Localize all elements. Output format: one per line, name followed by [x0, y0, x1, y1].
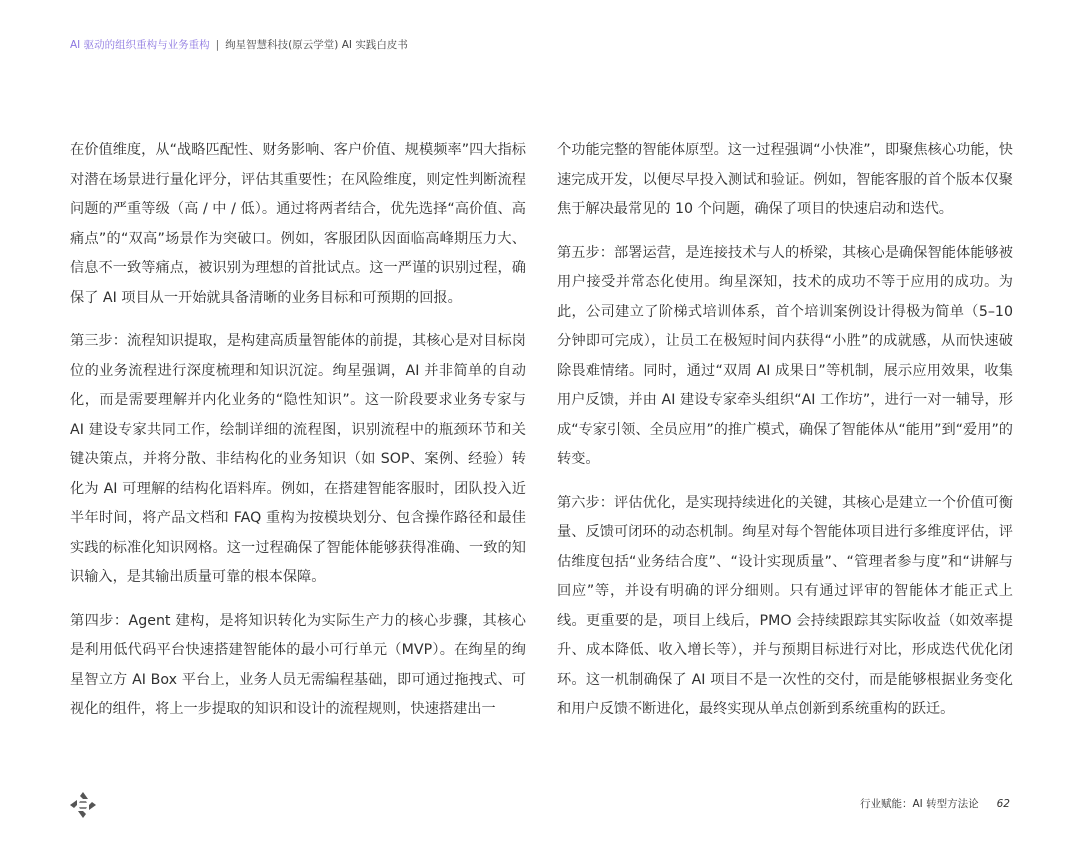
right-column	[557, 136, 1013, 739]
header-subtitle: 绚星智慧科技(原云学堂) AI 实践白皮书	[225, 39, 408, 51]
footer	[860, 797, 1010, 811]
paragraph-step-three: 第三步：流程知识提取，是构建高质量智能体的前提，其核心是对目标岗位的业务流程进行深度梳理和知识沉淀。绚星强调，AI 并非简单的自动化，而是需要理解并内化业务的“隐性知识”。这一阶段要求业务专家与 AI 建设专家共同工作，绘制详细的流程图，识别流程中的瓶颈环节和关键决策点，并将分散、非结构化的业务知识（如 SOP、案例、经验）转化为 AI 可理解的结构化语料库。例如，在搭建智能客服时，团队投入近半年时间，将产品文档和 FAQ 重构为按模块划分、包含操作路径和最佳实践的标准化知识网格。这一过程确保了智能体能够获得准确、一致的知识输入，是其输出质量可靠的根本保障。	[70, 333, 526, 585]
paragraph-step-four: 第四步：Agent 建构，是将知识转化为实际生产力的核心步骤，其核心是利用低代码平台快速搭建智能体的最小可行单元（MVP）。在绚星的绚星智立方 AI Box 平台上，业务人员无需编程基础，即可通过拖拽式、可视化的组件，将上一步提取的知识和设计的流程规则，快速搭建出一	[70, 612, 526, 717]
pinwheel-logo-icon	[68, 790, 98, 820]
left-column	[70, 136, 526, 739]
footer-section: 行业赋能：AI 转型方法论	[860, 798, 979, 810]
page-number: 62	[996, 798, 1010, 810]
header-title: AI 驱动的组织重构与业务重构	[70, 39, 210, 51]
paragraph-step-four-continued: 个功能完整的智能体原型。这一过程强调“小快准”，即聚焦核心功能，快速完成开发，以便尽早投入测试和验证。例如，智能客服的首个版本仅聚焦于解决最常见的 10 个问题，确保了项目的快速启动和迭代。	[557, 142, 1013, 217]
header-separator: |	[215, 39, 220, 51]
paragraph-step-five: 第五步：部署运营，是连接技术与人的桥梁，其核心是确保智能体能够被用户接受并常态化使用。绚星深知，技术的成功不等于应用的成功。为此，公司建立了阶梯式培训体系，首个培训案例设计得极为简单（5–10 分钟即可完成），让员工在极短时间内获得“小胜”的成就感，从而快速破除畏难情绪。同时，通过“双周 AI 成果日”等机制，展示应用效果，收集用户反馈，并由 AI 建设专家牵头组织“AI 工作坊”，进行一对一辅导，形成“专家引领、全员应用”的推广模式，确保了智能体从“能用”到“爱用”的转变。	[557, 244, 1013, 467]
paragraph-step-six: 第六步：评估优化，是实现持续进化的关键，其核心是建立一个价值可衡量、反馈可闭环的动态机制。绚星对每个智能体项目进行多维度评估，评估维度包括“业务结合度”、“设计实现质量”、“管理者参与度”和“讲解与回应”等，并设有明确的评分细则。只有通过评审的智能体才能正式上线。更重要的是，项目上线后，PMO 会持续跟踪其实际收益（如效率提升、成本降低、收入增长等），并与预期目标进行对比，形成迭代优化闭环。这一机制确保了 AI 项目不是一次性的交付，而是能够根据业务变化和用户反馈不断进化，最终实现从单点创新到系统重构的跃迁。	[557, 494, 1013, 717]
paragraph-value-risk: 在价值维度，从“战略匹配性、财务影响、客户价值、规模频率”四大指标对潜在场景进行量化评分，评估其重要性；在风险维度，则定性判断流程问题的严重等级（高 / 中 / 低）。通过将两者结合，优先选择“高价值、高痛点”的“双高”场景作为突破口。例如，客服团队因面临高峰期压力大、信息不一致等痛点，被识别为理想的首批试点。这一严谨的识别过程，确保了 AI 项目从一开始就具备清晰的业务目标和可预期的回报。	[70, 142, 526, 306]
running-header	[70, 38, 408, 52]
